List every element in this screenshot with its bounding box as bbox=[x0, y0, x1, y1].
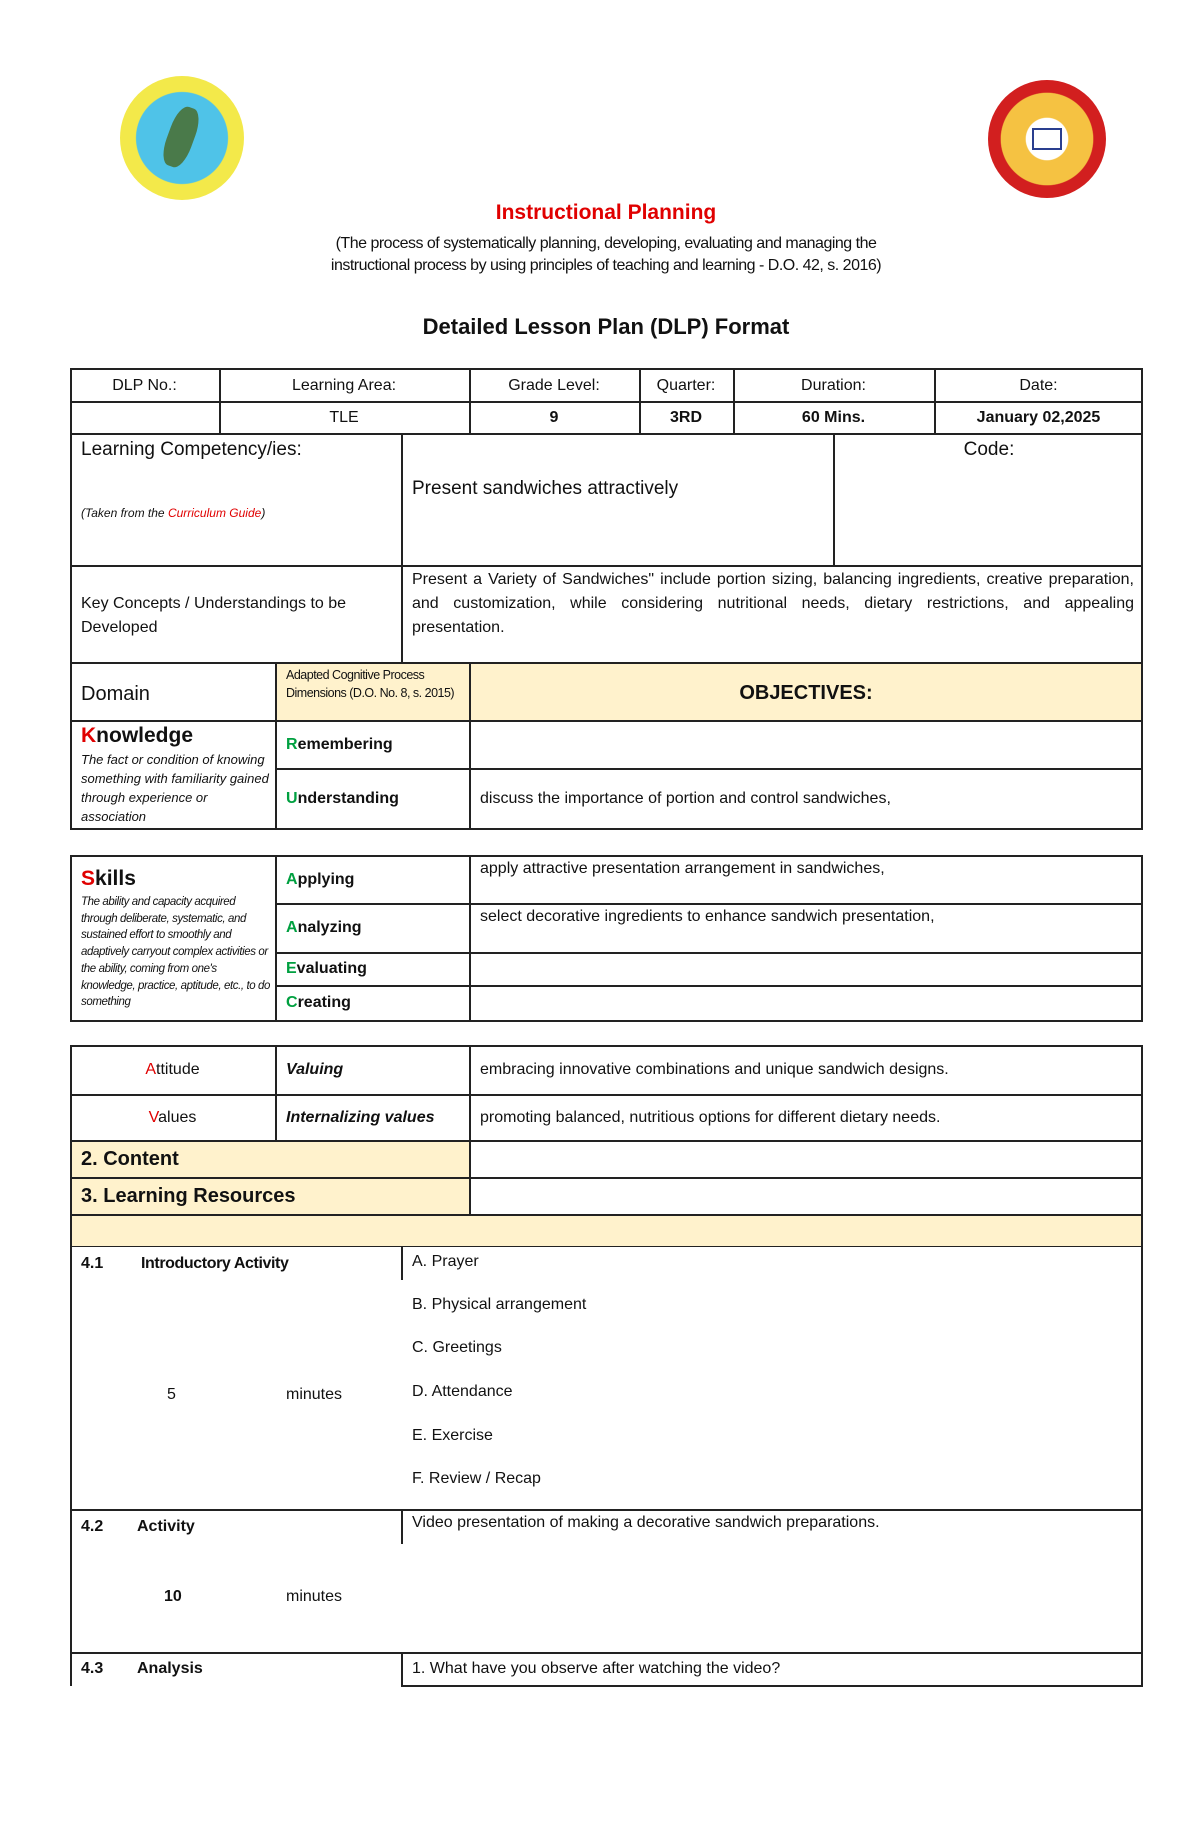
list-item: Video presentation of making a decorative sandwich preparations. bbox=[412, 1514, 880, 1531]
values-dimension: Internalizing values bbox=[286, 1109, 435, 1126]
learning-area-header: Learning Area: bbox=[291, 377, 397, 394]
list-item: 1. What have you observe after watching the video? bbox=[412, 1660, 781, 1677]
values-label: Values bbox=[148, 1109, 197, 1126]
dlp-no-header: DLP No.: bbox=[112, 377, 177, 394]
objective-applying: apply attractive presentation arrangement in sandwiches, bbox=[480, 860, 885, 877]
resources-label: 3. Learning Resources bbox=[81, 1185, 296, 1207]
quarter-header: Quarter: bbox=[656, 377, 716, 394]
key-concepts-value: Present a Variety of Sandwiches" include portion sizing, balancing ingredients, creative preparation, and customization, while considering nutritional needs, dietary restrictions, and appealing presentation. bbox=[412, 571, 1134, 636]
dim-creating: Creating bbox=[286, 994, 351, 1011]
values-objective: promoting balanced, nutritious options for different dietary needs. bbox=[480, 1109, 941, 1126]
duration-value: 60 Mins. bbox=[801, 409, 866, 426]
attitude-dimension: Valuing bbox=[286, 1061, 344, 1078]
dim-applying: Applying bbox=[286, 871, 355, 888]
procedure-unit: minutes bbox=[286, 1386, 343, 1403]
dim-understanding: Understanding bbox=[286, 790, 399, 807]
dim-evaluating: Evaluating bbox=[286, 960, 367, 977]
list-item: F. Review / Recap bbox=[412, 1470, 541, 1487]
procedure-number: 4.3 bbox=[81, 1660, 104, 1677]
domain-header: Domain bbox=[81, 683, 150, 705]
competency-note: (Taken from the Curriculum Guide) bbox=[81, 506, 266, 520]
subtitle-line2: instructional process by using principles of teaching and learning - D.O. 42, s. 2016) bbox=[330, 257, 882, 274]
objective-understanding: discuss the importance of portion and control sandwiches, bbox=[480, 790, 891, 807]
procedure-label: Analysis bbox=[137, 1660, 203, 1677]
duration-header: Duration: bbox=[801, 377, 866, 394]
dimensions-header: Adapted Cognitive Process Dimensions (D.O. No. 8, s. 2015) bbox=[286, 668, 455, 700]
skills-desc: The ability and capacity acquired through deliberate, systematic, and sustained effort to smoothly and adaptively carryout complex activities or the ability, coming from one's knowledge, practice, aptitude, etc., to do something bbox=[81, 896, 271, 1009]
procedure-unit: minutes bbox=[286, 1588, 343, 1605]
attitude-label: Attitude bbox=[145, 1061, 200, 1078]
dim-remembering: Remembering bbox=[286, 736, 393, 753]
competency-label: Learning Competency/ies: bbox=[81, 439, 302, 460]
procedure-minutes: 5 bbox=[167, 1386, 176, 1403]
procedure-minutes: 10 bbox=[164, 1588, 182, 1605]
quarter-value: 3RD bbox=[669, 409, 702, 426]
list-item: B. Physical arrangement bbox=[412, 1296, 587, 1313]
knowledge-desc: The fact or condition of knowing something with familiarity gained through experience or association bbox=[81, 752, 269, 824]
doc-title: Detailed Lesson Plan (DLP) Format bbox=[422, 314, 790, 339]
deped-logo bbox=[120, 76, 244, 200]
objectives-header: OBJECTIVES: bbox=[739, 682, 873, 704]
date-header: Date: bbox=[1019, 377, 1058, 394]
competency-value: Present sandwiches attractively bbox=[412, 478, 679, 499]
code-label: Code: bbox=[963, 439, 1015, 460]
grade-level-header: Grade Level: bbox=[508, 377, 600, 394]
list-item: E. Exercise bbox=[412, 1427, 493, 1444]
dim-analyzing: Analyzing bbox=[286, 919, 362, 936]
subtitle-line1: (The process of systematically planning, developing, evaluating and managing the bbox=[335, 235, 877, 252]
learning-area-value: TLE bbox=[329, 409, 359, 426]
page-title: Instructional Planning bbox=[495, 201, 717, 224]
key-concepts-label: Key Concepts / Understandings to be Developed bbox=[81, 595, 347, 636]
procedure-number: 4.1 bbox=[81, 1255, 104, 1272]
procedure-number: 4.2 bbox=[81, 1518, 104, 1535]
grade-level-value: 9 bbox=[549, 409, 559, 426]
knowledge-label: Knowledge bbox=[81, 724, 194, 747]
content-label: 2. Content bbox=[81, 1148, 179, 1170]
attitude-objective: embracing innovative combinations and unique sandwich designs. bbox=[480, 1061, 949, 1078]
skills-label: Skills bbox=[81, 867, 136, 890]
list-item: A. Prayer bbox=[412, 1253, 479, 1270]
objective-analyzing: select decorative ingredients to enhance sandwich presentation, bbox=[480, 908, 935, 925]
list-item: D. Attendance bbox=[412, 1383, 513, 1400]
procedure-label: Activity bbox=[137, 1518, 195, 1535]
procedure-label: Introductory Activity bbox=[141, 1255, 289, 1272]
ctu-logo bbox=[988, 80, 1106, 198]
date-value: January 02,2025 bbox=[976, 409, 1101, 426]
list-item: C. Greetings bbox=[412, 1339, 502, 1356]
